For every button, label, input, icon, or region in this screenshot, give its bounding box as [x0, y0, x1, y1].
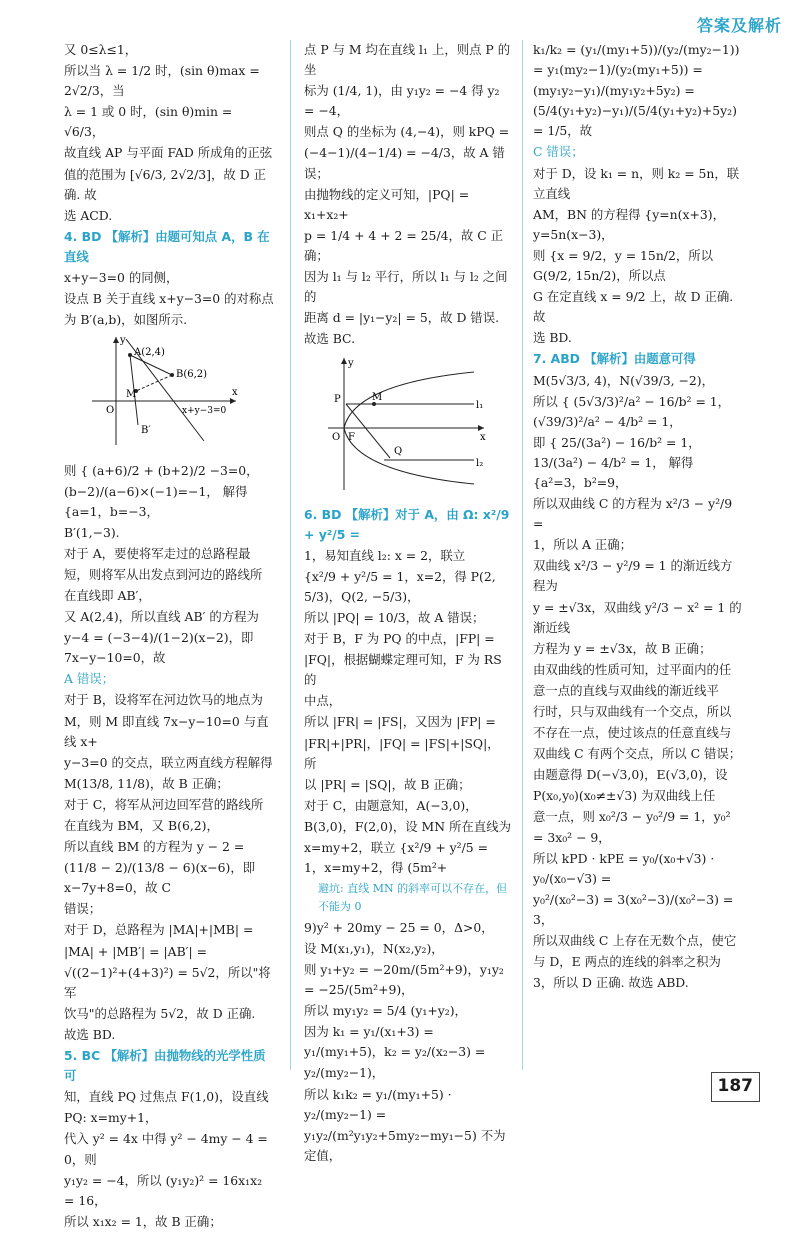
label-M: M — [372, 392, 383, 404]
text-line: PQ: x=my+1， — [64, 1110, 158, 1126]
label-O: O — [106, 405, 115, 417]
text-line: 故选 BD. — [64, 1026, 116, 1042]
text-line: λ = 1 或 0 时，(sin θ)min = √6/3， — [64, 104, 233, 140]
column-left — [64, 40, 274, 1233]
text-line: B′(1,−3). — [64, 524, 120, 540]
text-line: AM，BN 的方程得 {y=n(x+3)，y=5n(x−3)， — [533, 206, 725, 242]
label-A: A(2,4) — [134, 347, 165, 359]
label-y: y — [120, 335, 126, 347]
text-line: 所以 kPD · kPE = y₀/(x₀+√3) · y₀/(x₀−√3) = — [533, 850, 715, 886]
text-line: (my₁y₂−y₁)/(my₁y₂+5y₂) = (5/4(y₁+y₂)−y₁)/(5/4(y₁+y₂)+5y₂) = 1/5，故 — [533, 83, 737, 139]
text-line: y₁y₂/(m²y₁y₂+5my₂−my₁−5) 不为定值， — [304, 1127, 506, 1163]
text-line: 即 { 25/(3a²) − 16/b² = 1，13/(3a²) − 4/b² = 1， 解得 {a²=3，b²=9， — [533, 434, 701, 490]
label-B-prime: B′ — [141, 425, 151, 437]
text-line: 知，直线 PQ 过焦点 F(1,0)，设直线 — [64, 1089, 269, 1105]
text-line: 所以 { (5√3/3)²/a² − 16/b² = 1，(√39/3)²/a² − 4/b² = 1， — [533, 393, 731, 429]
text-line: 对于 A，要使将军走过的总路程最 — [64, 545, 251, 561]
text-line: 意一点的直线与双曲线的渐近线平 — [533, 682, 719, 698]
label-l2: l₂ — [476, 458, 484, 470]
text-line: (−4−1)/(4−1/4) = −4/3，故 A 错误； — [304, 145, 505, 181]
text-line: M(5√3/3, 4)，N(√39/3, −2)， — [533, 372, 714, 388]
figure-parabola — [324, 354, 494, 494]
text-line: 对于 B，F 为 PQ 的中点，|FP| = — [304, 631, 495, 647]
figure-reflection — [86, 333, 246, 453]
column-middle — [304, 40, 512, 1167]
text-line: 1，所以 A 正确； — [533, 537, 633, 553]
text-line: 以 |PR| = |SQ|，故 B 正确； — [304, 776, 471, 792]
text-line: 短，则将军从出发点到河边的路线所 — [64, 566, 263, 582]
text-line: 由题意得 D(−√3,0)，E(√3,0)，设 — [533, 767, 728, 783]
text-line: 所以 |PQ| = 10/3，故 A 错误； — [304, 609, 485, 625]
text-line: 所以当 λ = 1/2 时，(sin θ)max = 2√2/3，当 — [64, 63, 260, 99]
text-line: 故直线 AP 与平面 FAD 所成角的正弦 — [64, 145, 273, 161]
text-line: C 错误； — [533, 144, 584, 160]
text-line: y₁y₂ = −4，所以 (y₁y₂)² = 16x₁x₂ = 16， — [64, 1172, 263, 1208]
text-line: 行时，只与双曲线有一个交点，所以 — [533, 704, 732, 719]
text-line: 双曲线 C 有两个交点，所以 C 错误； — [533, 746, 742, 762]
text-line: 则点 Q 的坐标为 (4,−4)，则 kPQ = — [304, 124, 510, 140]
text-line: y−4 = (−3−4)/(1−2)(x−2)，即 7x−y−10=0，故 — [64, 630, 254, 666]
question-6-heading: 6. BD 【解析】对于 A，由 Ω: x²/9 + y²/5 = — [304, 506, 510, 542]
text-line: 所以双曲线 C 上存在无数个点，使它 — [533, 933, 737, 949]
text-line: 代入 y² = 4x 中得 y² − 4my − 4 = 0，则 — [64, 1131, 268, 1167]
text-line: 标为 (1/4, 1)，由 y₁y₂ = −4 得 y₂ = −4， — [304, 83, 500, 119]
text-line: 则 y₁+y₂ = −20m/(5m²+9)，y₁y₂ = −25/(5m²+9)， — [304, 962, 504, 998]
text-line: x+y−3=0 的同侧， — [64, 270, 179, 286]
text-line: 中点， — [304, 693, 342, 709]
label-M: M — [126, 389, 137, 401]
text-line: 意一点，则 x₀²/3 − y₀²/9 = 1，y₀² = 3x₀² − 9， — [533, 809, 731, 845]
text-line: 对于 C，将军从河边回军营的路线所 — [64, 796, 264, 812]
column-divider — [522, 40, 523, 1070]
text-line: 对于 D，总路程为 |MA|+|MB| = — [64, 922, 254, 938]
text-line: 又 0≤λ≤1， — [64, 42, 138, 57]
text-line: k₁/k₂ = (y₁/(my₁+5))/(y₂/(my₂−1)) = y₁(my₂−1)/(y₂(my₁+5)) = — [533, 42, 740, 78]
text-line: |MA| + |MB′| = |AB′| = — [64, 943, 207, 959]
text-line: 由双曲线的性质可知，过平面内的任 — [533, 661, 732, 677]
question-7-heading: 7. ABD 【解析】由题意可得 — [533, 351, 696, 367]
text-line: y₂/(my₂−1)， — [304, 1065, 385, 1081]
label-O: O — [332, 432, 341, 444]
question-4-heading: 4. BD 【解析】由题可知点 A，B 在直线 — [64, 228, 270, 264]
label-x: x — [232, 387, 238, 399]
text-line: 与 D，E 两点的连线的斜率之积为 — [533, 954, 721, 970]
text-line: 设 M(x₁,y₁)，N(x₂,y₂)， — [304, 940, 444, 956]
text-line: 1，易知直线 l₂: x = 2，联立 — [304, 547, 466, 563]
text-line: 在直线即 AB′， — [64, 587, 151, 603]
text-line: 双曲线 x²/3 − y²/9 = 1 的渐近线方程为 — [533, 558, 733, 594]
label-line: x+y−3=0 — [182, 406, 227, 417]
text-line: (11/8 − 2)/(13/8 − 6)(x−6)，即 x−7y+8=0，故 C — [64, 860, 256, 896]
text-line: 所以 |FR| = |FS|，又因为 |FP| = — [304, 714, 496, 730]
text-line: 饮马"的总路程为 5√2，故 D 正确. — [64, 1005, 256, 1021]
text-line: 距离 d = |y₁−y₂| = 5，故 D 错误. — [304, 310, 500, 326]
text-line: 为 B′(a,b)，如图所示. — [64, 312, 188, 328]
text-line: 不存在一点，使过该点的任意直线与 — [533, 725, 732, 741]
text-line: 在直线为 BM，又 B(6,2)， — [64, 818, 219, 833]
page-header-title: 答案及解析 — [696, 16, 782, 35]
text-line: 所以双曲线 C 的方程为 x²/3 − y²/9 = — [533, 496, 733, 532]
text-line: 因为 k₁ = y₁/(x₁+3) = y₁/(my₁+5)，k₂ = y₂/(x₂−3) = — [304, 1024, 486, 1060]
question-5-heading: 5. BC 【解析】由抛物线的光学性质可 — [64, 1048, 266, 1084]
text-line: 点 P 与 M 均在直线 l₁ 上，则点 P 的坐 — [304, 42, 511, 78]
text-line: 对于 C，由题意知，A(−3,0)， — [304, 797, 478, 813]
text-line: G 在定直线 x = 9/2 上，故 D 正确. 故 — [533, 289, 734, 325]
pitfall-note: 避坑: 直线 MN 的斜率可以不存在，但不能为 0 — [318, 882, 508, 913]
text-line: 选 BD. — [533, 330, 572, 346]
text-line: 所以 my₁y₂ = 5/4 (y₁+y₂)， — [304, 1003, 467, 1019]
label-F: F — [348, 432, 355, 444]
text-line: 又 A(2,4)，所以直线 AB′ 的方程为 — [64, 609, 259, 625]
label-Q: Q — [394, 446, 403, 458]
column-divider — [290, 40, 291, 1070]
text-line: y−3=0 的交点，联立两直线方程解得 — [64, 754, 273, 770]
text-line: 因为 l₁ 与 l₂ 平行，所以 l₁ 与 l₂ 之间的 — [304, 269, 508, 305]
text-line: |FR|+|PR|，|FQ| = |FS|+|SQ|，所 — [304, 735, 500, 771]
text-line: 所以 x₁x₂ = 1，故 B 正确； — [64, 1213, 222, 1229]
text-line: y = ±√3x，双曲线 y²/3 − x² = 1 的渐近线 — [533, 599, 742, 635]
label-y: y — [348, 358, 354, 370]
text-line: y₀²/(x₀²−3) = 3(x₀²−3)/(x₀²−3) = 3， — [533, 891, 734, 927]
text-line: x=my+2，联立 {x²/9 + y²/5 = 1，x=my+2，得 (5m²+ — [304, 840, 488, 876]
text-line: 对于 B，设将军在河边饮马的地点为 — [64, 692, 263, 708]
text-line: B(3,0)，F(2,0)，设 MN 所在直线为 — [304, 818, 511, 834]
text-line: 对于 D，设 k₁ = n，则 k₂ = 5n，联立直线 — [533, 165, 740, 201]
text-line: √((2−1)²+(4+3)²) = 5√2，所以"将军 — [64, 964, 271, 1000]
page-number: 187 — [711, 1072, 761, 1102]
text-line: A 错误； — [64, 671, 115, 687]
text-line: 则 {x = 9/2，y = 15n/2，所以 G(9/2, 15n/2)，所以点 — [533, 247, 714, 284]
label-B: B(6,2) — [176, 369, 208, 381]
label-x: x — [480, 432, 486, 444]
text-line: 3，所以 D 正确. 故选 ABD. — [533, 975, 689, 991]
text-line: 选 ACD. — [64, 207, 113, 223]
column-right — [533, 40, 743, 994]
text-line: 9)y² + 20my − 25 = 0，Δ>0， — [304, 919, 494, 935]
text-line: 所以 k₁k₂ = y₁/(my₁+5) · y₂/(my₂−1) = — [304, 1086, 452, 1122]
text-line: M(13/8, 11/8)，故 B 正确； — [64, 775, 229, 791]
label-l1: l₁ — [476, 400, 484, 412]
text-line: p = 1/4 + 4 + 2 = 25/4，故 C 正确； — [304, 227, 504, 263]
text-line: 所以直线 BM 的方程为 y − 2 = — [64, 839, 245, 855]
text-line: |FQ|，根据蝴蝶定理可知，F 为 RS 的 — [304, 652, 502, 688]
text-line: P(x₀,y₀)(x₀≠±√3) 为双曲线上任 — [533, 788, 716, 804]
text-line: 由抛物线的定义可知，|PQ| = x₁+x₂+ — [304, 186, 470, 222]
text-line: 设点 B 关于直线 x+y−3=0 的对称点 — [64, 291, 274, 307]
text-line: 方程为 y = ±√3x，故 B 正确； — [533, 640, 712, 656]
text-line: 错误； — [64, 901, 102, 917]
text-line: {x²/9 + y²/5 = 1，x=2，得 P(2, 5/3)，Q(2, −5/3)， — [304, 568, 496, 604]
text-line: 则 { (a+6)/2 + (b+2)/2 −3=0，(b−2)/(a−6)×(−1)=−1， 解得 {a=1，b=−3， — [64, 463, 259, 519]
text-line: M，则 M 即直线 7x−y−10=0 与直线 x+ — [64, 713, 269, 749]
text-line: 故选 BC. — [304, 331, 356, 347]
text-line: 值的范围为 [√6/3, 2√2/3]，故 D 正确. 故 — [64, 166, 266, 202]
label-P: P — [334, 394, 341, 406]
